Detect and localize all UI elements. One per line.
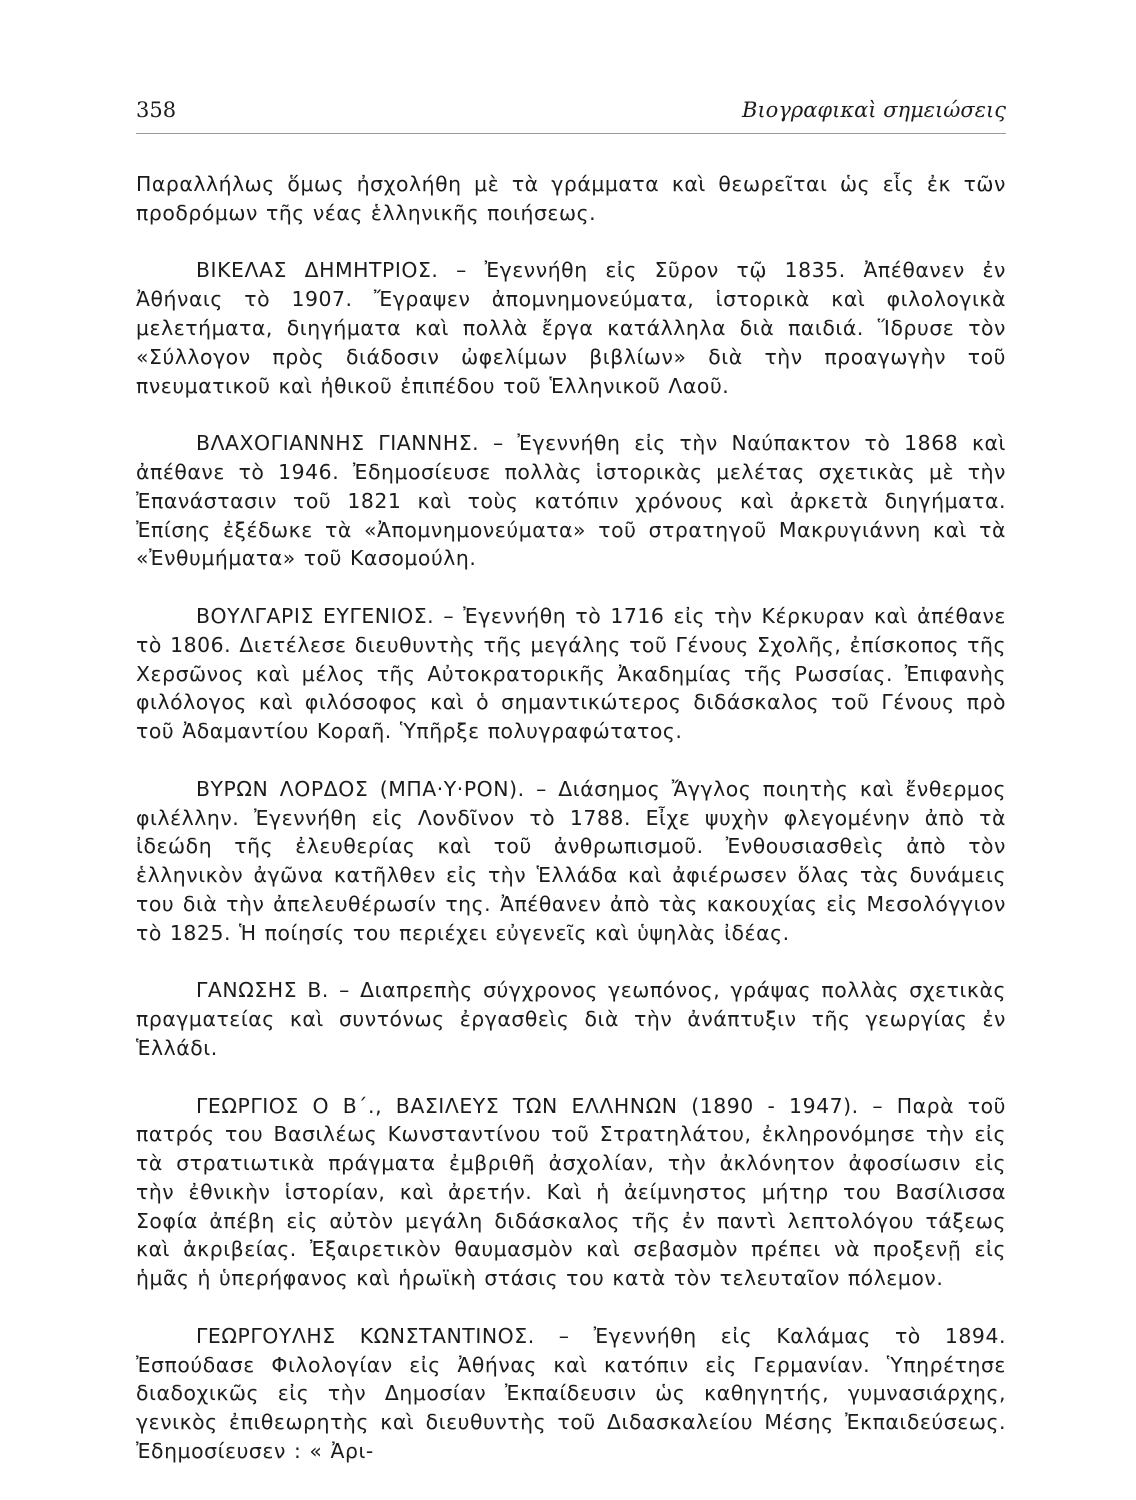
entry-vlachogiannis: ΒΛΑΧΟΓΙΑΝΝΗΣ ΓΙΑΝΝΗΣ. – Ἐγεννήθη εἰς τὴν Ναύπακτον τὸ 1868 καὶ ἀπέθανε τὸ 1946. Ἐδημοσίευσε πολλὰς ἱστορικὰς μελέτας σχετικὰς μὲ τὴν Ἐπανάστασιν τοῦ 1821 καὶ τοὺς κατόπιν χρόνους καὶ ἀρκετὰ διηγήματα. Ἐπίσης ἐξέδωκε τὰ «Ἀπομνημονεύματα» τοῦ στρατηγοῦ Μακρυγιάννη καὶ τὰ «Ἐνθυμήματα» τοῦ Κασομούλη.: [136, 431, 1006, 571]
page-body: [136, 170, 1006, 1466]
entry-voulgaris: ΒΟΥΛΓΑΡΙΣ ΕΥΓΕΝΙΟΣ. – Ἐγεννήθη τὸ 1716 εἰς τὴν Κέρκυραν καὶ ἀπέθανε τὸ 1806. Διετέλεσε διευθυντὴς τῆς μεγάλης τοῦ Γένους Σχολῆς, ἐπίσκοπος τῆς Χερσῶνος καὶ μέλος τῆς Αὐτοκρατορικῆς Ἀκαδημίας τῆς Ρωσσίας. Ἐπιφανὴς φιλόλογος καὶ φιλόσοφος καὶ ὁ σημαντικώτερος διδάσκαλος τοῦ Γένους πρὸ τοῦ Ἀδαμαντίου Κοραῆ. Ὑπῆρξε πολυγραφώτατος.: [136, 603, 1006, 744]
running-title: Βιογραφικαὶ σημειώσεις: [742, 98, 1006, 122]
paragraph-continuation: Παραλλήλως ὅμως ἠσχολήθη μὲ τὰ γράμματα καὶ θεωρεῖται ὡς εἷς ἐκ τῶν προδρόμων τῆς νέας ἑλληνικῆς ποιήσεως.: [136, 172, 1006, 225]
entry-byron: ΒΥΡΩΝ ΛΟΡΔΟΣ (ΜΠΑ·Υ·ΡΟΝ). – Διάσημος Ἄγγλος ποιητὴς καὶ ἔνθερμος φιλέλλην. Ἐγεννήθη εἰς Λονδῖνον τὸ 1788. Εἶχε ψυχὴν φλεγομένην ἀπὸ τὰ ἰδεώδη τῆς ἐλευθερίας καὶ τοῦ ἀνθρωπισμοῦ. Ἐνθουσιασθεὶς ἀπὸ τὸν ἑλληνικὸν ἀγῶνα κατῆλθεν εἰς τὴν Ἑλλάδα καὶ ἀφιέρωσεν ὅλας τὰς δυνάμεις του διὰ τὴν ἀπελευθέρωσίν της. Ἀπέθανεν ἀπὸ τὰς κακουχίας εἰς Μεσολόγγιον τὸ 1825. Ἡ ποίησίς του περιέχει εὐγενεῖς καὶ ὑψηλὰς ἰδέας.: [136, 776, 1006, 945]
running-head: [136, 98, 1006, 130]
page-number: 358: [136, 98, 177, 122]
header-rule: [136, 133, 1006, 134]
entry-georgoulis: ΓΕΩΡΓΟΥΛΗΣ ΚΩΝΣΤΑΝΤΙΝΟΣ. – Ἐγεννήθη εἰς Καλάμας τὸ 1894. Ἐσπούδασε Φιλολογίαν εἰς Ἀθήνας καὶ κατόπιν εἰς Γερμανίαν. Ὑπηρέτησε διαδοχικῶς εἰς τὴν Δημοσίαν Ἐκπαίδευσιν ὡς καθηγητής, γυμνασιάρχης, γενικὸς ἐπιθεωρητὴς καὶ διευθυντὴς τοῦ Διδασκαλείου Μέσης Ἐκπαιδεύσεως. Ἐδημοσίευσεν : « Ἀρι-: [136, 1323, 1006, 1464]
entry-vikelas: ΒΙΚΕΛΑΣ ΔΗΜΗΤΡΙΟΣ. – Ἐγεννήθη εἰς Σῦρον τῷ 1835. Ἀπέθανεν ἐν Ἀθήναις τὸ 1907. Ἔγραψεν ἀπομνημονεύματα, ἱστορικὰ καὶ φιλολογικὰ μελετήματα, διηγήματα καὶ πολλὰ ἔργα κατάλληλα διὰ παιδιά. Ἵδρυσε τὸν «Σύλλογον πρὸς διάδοσιν ὠφελίμων βιβλίων» διὰ τὴν προαγωγὴν τοῦ πνευματικοῦ καὶ ἠθικοῦ ἐπιπέδου τοῦ Ἑλληνικοῦ Λαοῦ.: [136, 258, 1006, 398]
entry-ganosis: ΓΑΝΩΣΗΣ Β. – Διαπρεπὴς σύγχρονος γεωπόνος, γράψας πολλὰς σχετικὰς πραγματείας καὶ συντόνως ἐργασθεὶς διὰ τὴν ἀνάπτυξιν τῆς γεωργίας ἐν Ἑλλάδι.: [136, 978, 1006, 1060]
entry-georgios-b: ΓΕΩΡΓΙΟΣ Ο Β΄., ΒΑΣΙΛΕΥΣ ΤΩΝ ΕΛΛΗΝΩΝ (1890 - 1947). – Παρὰ τοῦ πατρός του Βασιλέως Κωνσταντίνου τοῦ Στρατηλάτου, ἐκληρονόμησε τὴν εἰς τὰ στρατιωτικὰ πράγματα ἐμβριθῆ ἀσχολίαν, τὴν ἀκλόνητον ἀφοσίωσιν εἰς τὴν ἐθνικὴν ἱστορίαν, καὶ ἀρετήν. Καὶ ἡ ἀείμνηστος μήτηρ του Βασίλισσα Σοφία ἀπέβη εἰς αὐτὸν μεγάλη διδάσκαλος τῆς ἐν παντὶ λεπτολόγου τάξεως καὶ ἀκριβείας. Ἐξαιρετικὸν θαυμασμὸν καὶ σεβασμὸν πρέπει νὰ προξενῇ εἰς ἡμᾶς ἡ ὑπερήφανος καὶ ἡρωϊκὴ στάσις του κατὰ τὸν τελευταῖον πόλεμον.: [136, 1093, 1006, 1291]
